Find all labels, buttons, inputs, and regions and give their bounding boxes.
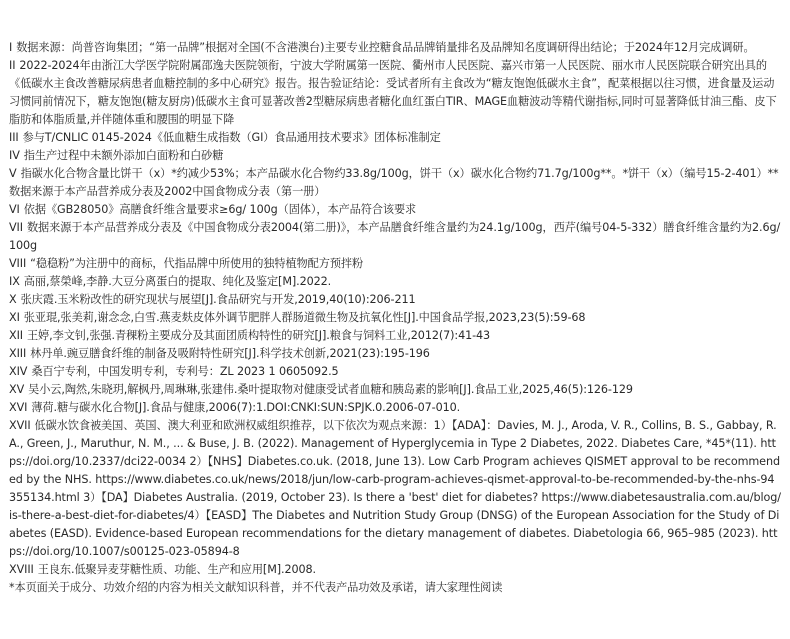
footnote-xvi [9,399,781,417]
footnote-text: 吴小云,陶然,朱晓玥,解枫丹,周琳琳,张建伟.桑叶提取物对健康受试者血糖和胰岛素的影响[J].食品工业,2025,46(5):126-129 [28,383,633,396]
footnote-number: X [9,293,17,306]
footnote-text: 指生产过程中未额外添加白面粉和白砂糖 [23,149,224,162]
footnote-text: 2022-2024年由浙江大学医学院附属邵逸夫医院领衔，宁波大学附属第一医院、衢州市人民医院、嘉兴市第一人民医院、丽水市人民医院联合研究出具的《低碳水主食改善糖尿病患者血糖控制的多中心研究》报告。报告验证结论：受试者所有主食改为“糖友饱饱低碳水主食”，配菜根据以往习惯，进食量及运动习惯同前情况下，糖友饱饱(糖友厨房)低碳水主食可显著改善2型糖尿病患者糖化血红蛋白TIR、MAGE血糖波动等精代谢指标,同时可显著降低甘油三酯、皮下脂肪和体脂质量,并伴随体重和腰围的明显下降 [9,59,777,126]
footnote-text: 低碳水饮食被美国、英国、澳大利亚和欧洲权威组织推荐，以下依次为观点来源：1）【ADA】：Davies, M. J., Aroda, V. R., Collins, B. S., Gabbay, R. A., Green, J., Maruthur, N. M., ... & Buse, J. B. (2022). Management of Hyperglycemia in Type 2 Diabetes, 2022. Diabetes Care, *45*(11). https://doi.org/10.2337/dci22-0034 2）【NHS】Diabetes.co.uk. (2018, June 13). Low Carb Program achieves QISMET approval to be recommended by the NHS. https://www.diabetes.co.uk/news/2018/jun/low-carb-program-achieves-qismet-approval-to-be-recommended-by-the-nhs-94355134.html 3）【DA】Diabetes Australia. (2019, October 23). Is there a 'best' diet for diabetes? https://www.diabetesaustralia.com.au/blog/is-there-a-best-diet-for-diabetes/4）【EASD】The Diabetes and Nutrition Study Group (DNSG) of the European Association for the Study of Diabetes (EASD). Evidence-based European recommendations for the dietary management of diabetes. Diabetologia 66, 965–985 (2023). https://doi.org/10.1007/s00125-023-05894-8 [9,419,781,558]
footnote-text: 张庆霞.玉米粉改性的研究现状与展望[J].食品研究与开发,2019,40(10):206-211 [20,293,416,306]
footnote-number: II [9,59,16,72]
footnote-xv [9,381,781,399]
footnote-number: IV [9,149,20,162]
footnote-text: 数据来源：尚普咨询集团；“第一品牌”根据对全国(不含港澳台)主要专业控糖食品品牌销量排名及品牌知名度调研得出结论；于2024年12月完成调研。 [16,41,755,54]
footnote-x [9,291,781,309]
footnote-number: VIII [9,257,27,270]
disclaimer-text: *本页面关于成分、功效介绍的内容为相关文献知识科普，并不代表产品功效及承诺，请大家理性阅读 [9,581,503,594]
footnote-number: XVIII [9,563,34,576]
footnote-text: 张亚琨,张美莉,谢念念,白雪.燕麦麸皮体外调节肥胖人群肠道微生物及抗氧化性[J].中国食品学报,2023,23(5):59-68 [23,311,586,324]
footnote-text: “稳稳粉”为注册中的商标，代指品牌中所使用的独特植物配方预拌粉 [30,257,364,270]
footnote-xii [9,327,781,345]
footnotes-list [9,39,781,597]
footnote-number: I [9,41,13,54]
footnote-number: XII [9,329,23,342]
footnote-text: 依据《GB28050》高膳食纤维含量要求≥6g/ 100g（固体），本产品符合该要求 [23,203,417,216]
footnote-text: 薄荷.糖与碳水化合物[J].食品与健康,2006(7):1.DOI:CNKI:SUN:SPJK.0.2006-07-010. [31,401,461,414]
footnote-xiv [9,363,781,381]
footnote-number: VI [9,203,20,216]
footnote-ii [9,57,781,129]
footnote-v [9,165,781,201]
footnote-text: 指碳水化合物含量比饼干（x）*约减少53%；本产品碳水化合物约33.8g/100g，饼干（x）碳水化合物约71.7g/100g**。*饼干（x）（编号15-2-401）**数据来源于本产品营养成分表及2002中国食物成分表（第一册） [9,167,779,198]
footnote-number: XVII [9,419,31,432]
footnote-text: 数据来源于本产品营养成分表及《中国食物成分表2004(第二册)》，本产品膳食纤维含量约为24.1g/100g，西芹(编号04-5-332）膳食纤维含量约为2.6g/100g [9,221,781,252]
footnote-number: VII [9,221,23,234]
footnote-iv [9,147,781,165]
footnote-xviii [9,561,781,579]
footnote-number: XV [9,383,25,396]
footnote-ix [9,273,781,291]
footnote-i [9,39,781,57]
footnote-number: XIII [9,347,27,360]
footnote-number: V [9,167,17,180]
footnote-number: III [9,131,19,144]
footnote-number: XIV [9,365,28,378]
footnote-text: 林丹单.豌豆膳食纤维的制备及吸附特性研究[J].科学技术创新,2021(23):195-196 [30,347,430,360]
footnote-xvii [9,417,781,561]
footnote-text: 王良东.低聚异麦芽糖性质、功能、生产和应用[M].2008. [37,563,316,576]
footnote-vi [9,201,781,219]
footnote-text: 高丽,蔡榮峰,李静.大豆分离蛋白的提取、纯化及鉴定[M].2022. [23,275,332,288]
footnote-xi [9,309,781,327]
footnote-viii [9,255,781,273]
footnote-text: 参与T/CNLIC 0145-2024《低血糖生成指数（GI）食品通用技术要求》团体标准制定 [22,131,441,144]
footnote-xiii [9,345,781,363]
footnote-number: XVI [9,401,28,414]
footnote-iii [9,129,781,147]
footnote-number: XI [9,311,20,324]
footnote-vii [9,219,781,255]
footnote-text: 王婷,李文钊,张强.青稞粉主要成分及其面团质构特性的研究[J].粮食与饲料工业,2012(7):41-43 [26,329,491,342]
footnote-text: 桑百宁专利，中国发明专利，专利号：ZL 2023 1 0605092.5 [31,365,339,378]
footnote-number: IX [9,275,20,288]
